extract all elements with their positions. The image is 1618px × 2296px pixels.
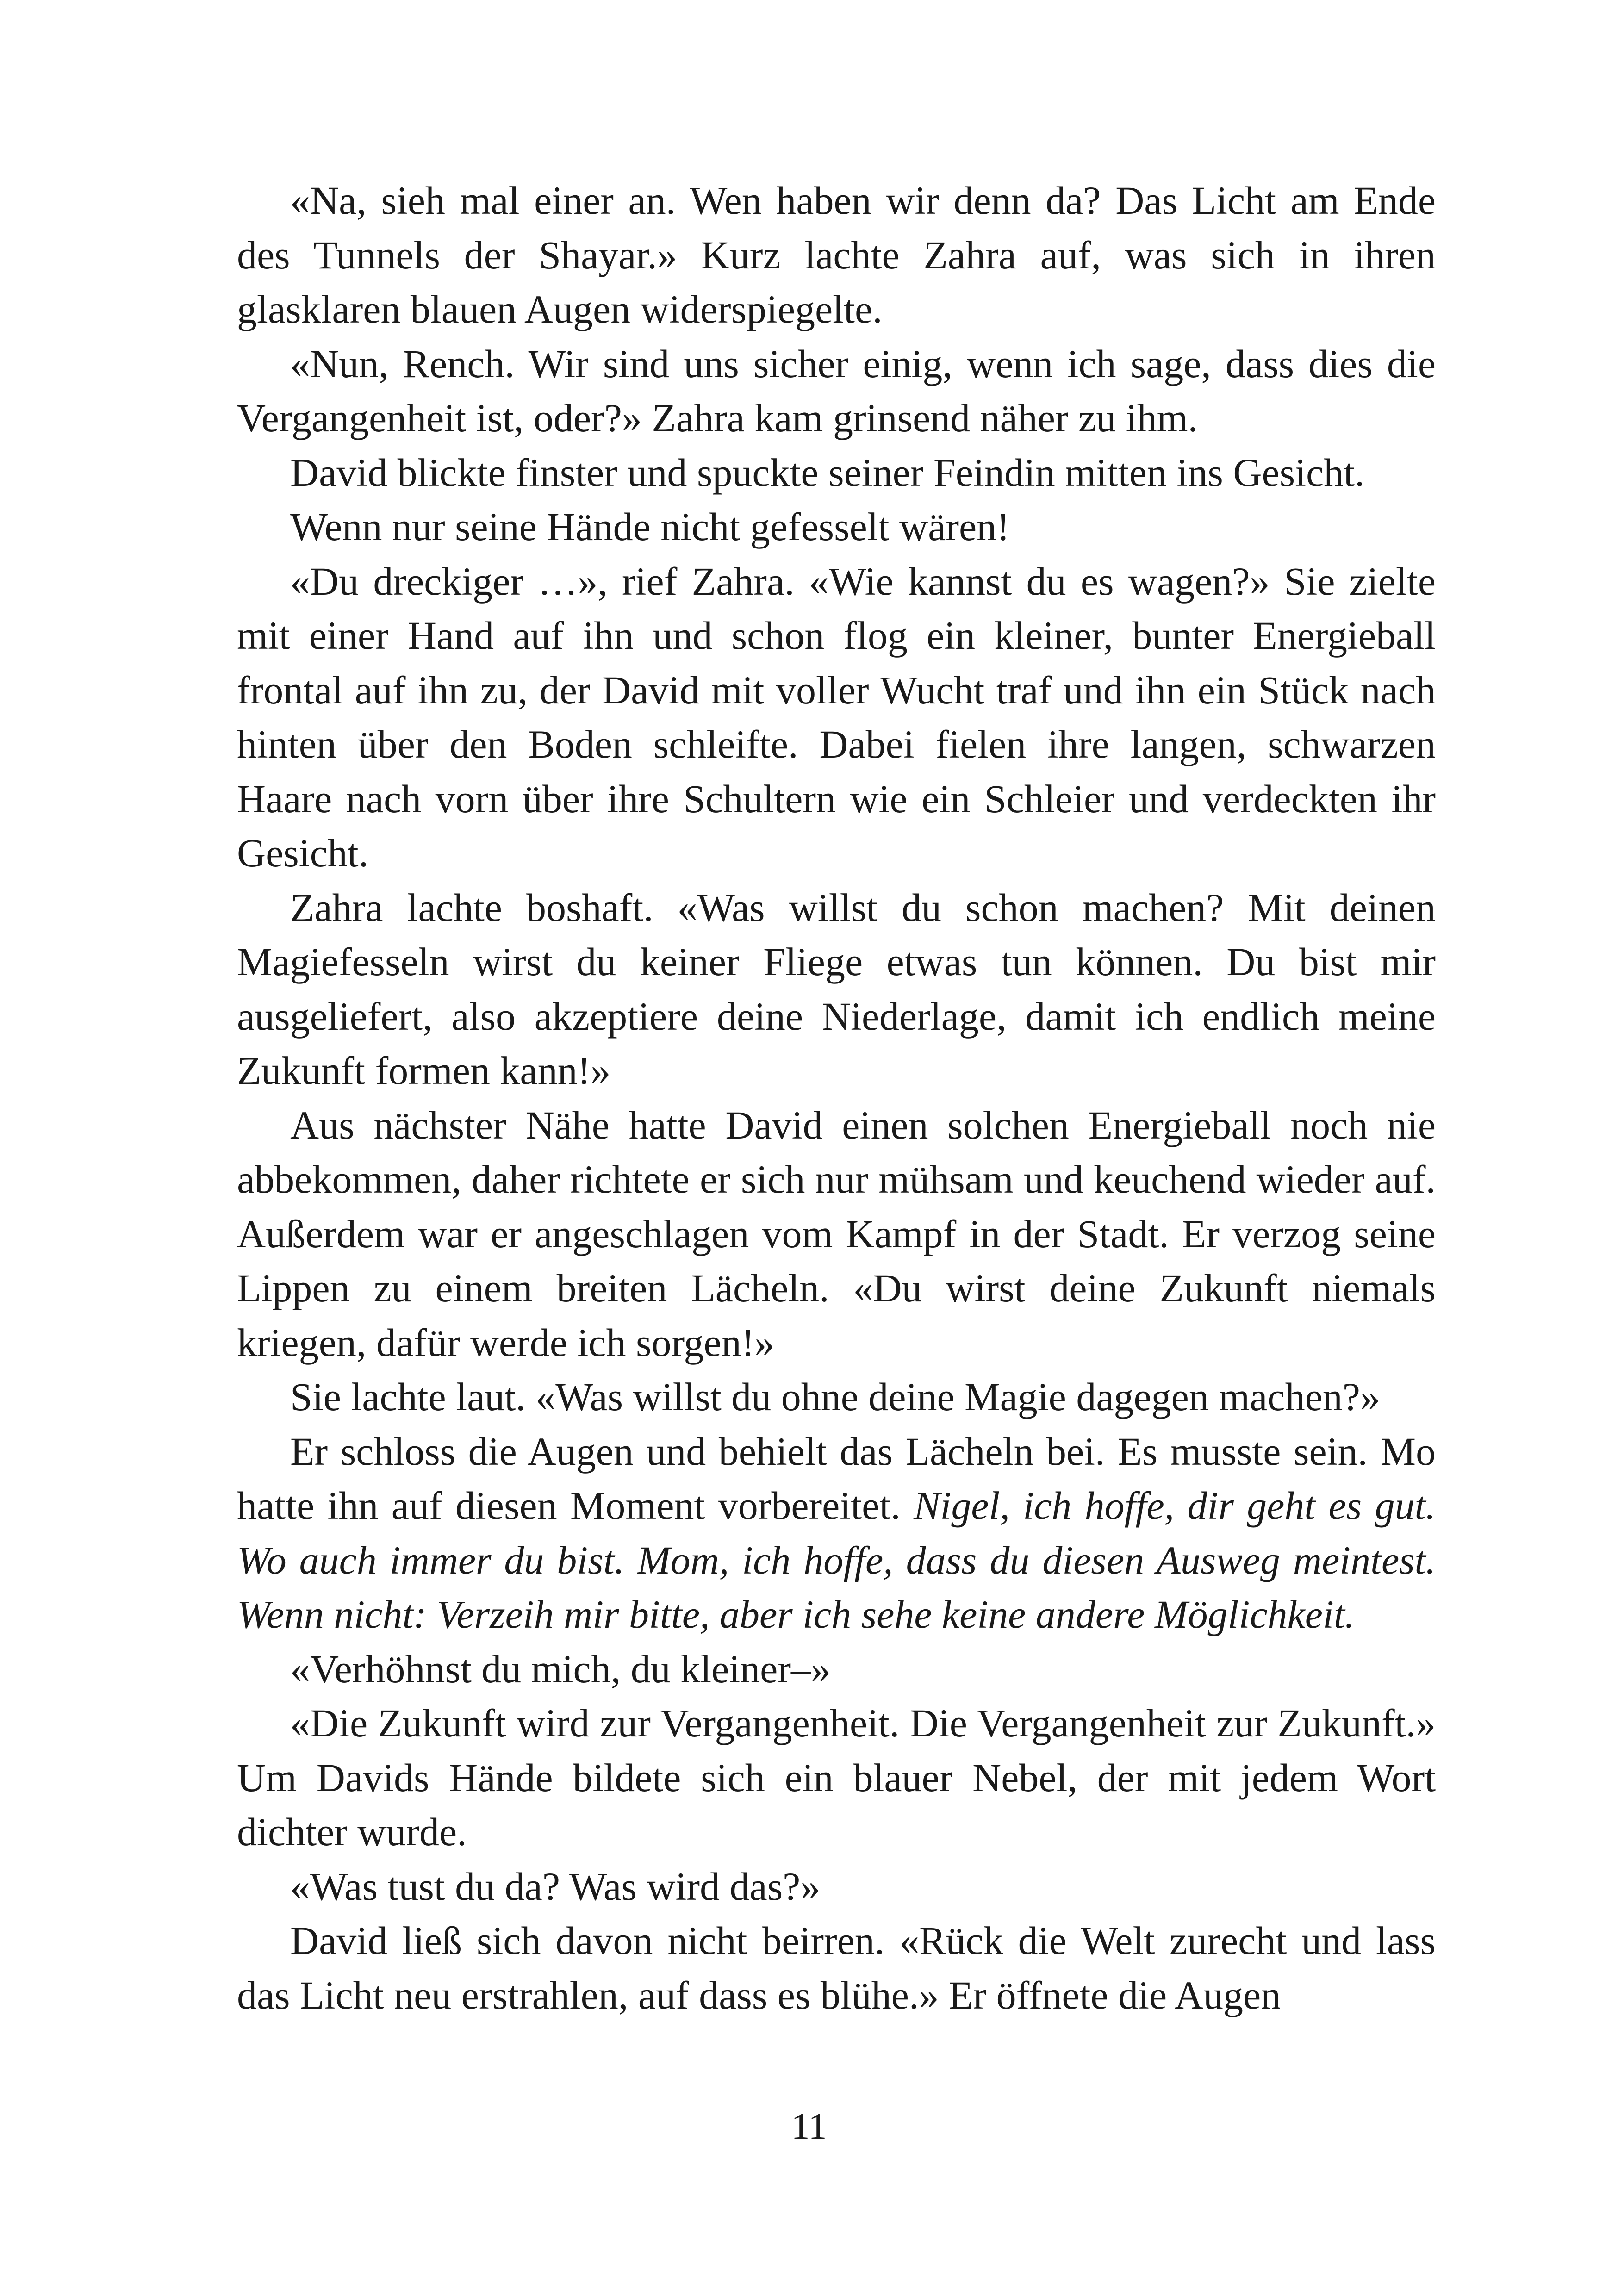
body-text bbox=[237, 174, 1436, 2022]
paragraph-9-italic: Nigel, ich hoffe, dir geht es gut. Wo auch immer du bist. Mom, ich hoffe, dass du diesen Ausweg meintest. Wenn nicht: Verzeih mir bitte, aber ich sehe keine andere Möglichkeit. bbox=[237, 1483, 1436, 1636]
paragraph-11: «Die Zukunft wird zur Vergangenheit. Die Vergangenheit zur Zukunft.» Um Davids Hände bildete sich ein blauer Nebel, der mit jedem Wort dichter wurde. bbox=[237, 1701, 1436, 1854]
paragraph-13: David ließ sich davon nicht beirren. «Rück die Welt zurecht und lass das Licht neu erstrahlen, auf dass es blühe.» Er öffnete die Augen bbox=[237, 1918, 1436, 2017]
paragraph-9 bbox=[237, 1425, 1436, 1642]
paragraph-6: Zahra lachte boshaft. «Was willst du schon machen? Mit deinen Magiefesseln wirst du keiner Fliege etwas tun können. Du bist mir ausgeliefert, also akzeptiere deine Niederlage, damit ich endlich meine Zukunft formen kann!» bbox=[237, 885, 1436, 1093]
paragraph-7: Aus nächster Nähe hatte David einen solchen Energieball noch nie abbekommen, daher richtete er sich nur mühsam und keuchend wieder auf. Außerdem war er angeschlagen vom Kampf in der Stadt. Er verzog seine Lippen zu einem breiten Lächeln. «Du wirst deine Zukunft niemals kriegen, dafür werde ich sorgen!» bbox=[237, 1102, 1436, 1365]
paragraph-2: «Nun, Rench. Wir sind uns sicher einig, wenn ich sage, dass dies die Vergangenheit ist, oder?» Zahra kam grinsend näher zu ihm. bbox=[237, 341, 1436, 440]
paragraph-10: «Verhöhnst du mich, du kleiner–» bbox=[290, 1646, 831, 1691]
paragraph-3: David blickte finster und spuckte seiner Feindin mitten ins Gesicht. bbox=[290, 450, 1365, 495]
paragraph-12: «Was tust du da? Was wird das?» bbox=[290, 1864, 821, 1909]
page-number: 11 bbox=[791, 2106, 827, 2147]
paragraph-8: Sie lachte laut. «Was willst du ohne deine Magie dagegen machen?» bbox=[290, 1375, 1380, 1419]
paragraph-4: Wenn nur seine Hände nicht gefesselt wären! bbox=[290, 504, 1010, 549]
paragraph-1: «Na, sieh mal einer an. Wen haben wir denn da? Das Licht am Ende des Tunnels der Shayar.» Kurz lachte Zahra auf, was sich in ihren glasklaren blauen Augen widerspiegelte. bbox=[237, 178, 1436, 331]
paragraph-9-roman: Er schloss die Augen und behielt das Lächeln bei. Es musste sein. Mo hatte ihn auf diesen Moment vorbereitet. bbox=[237, 1429, 1436, 1528]
paragraph-5: «Du dreckiger …», rief Zahra. «Wie kannst du es wagen?» Sie zielte mit einer Hand auf ihn und schon flog ein kleiner, bunter Energieball frontal auf ihn zu, der David mit voller Wucht traf und ihn ein Stück nach hinten über den Boden schleifte. Dabei fielen ihre langen, schwarzen Haare nach vorn über ihre Schultern wie ein Schleier und verdeckten ihr Gesicht. bbox=[237, 559, 1436, 875]
